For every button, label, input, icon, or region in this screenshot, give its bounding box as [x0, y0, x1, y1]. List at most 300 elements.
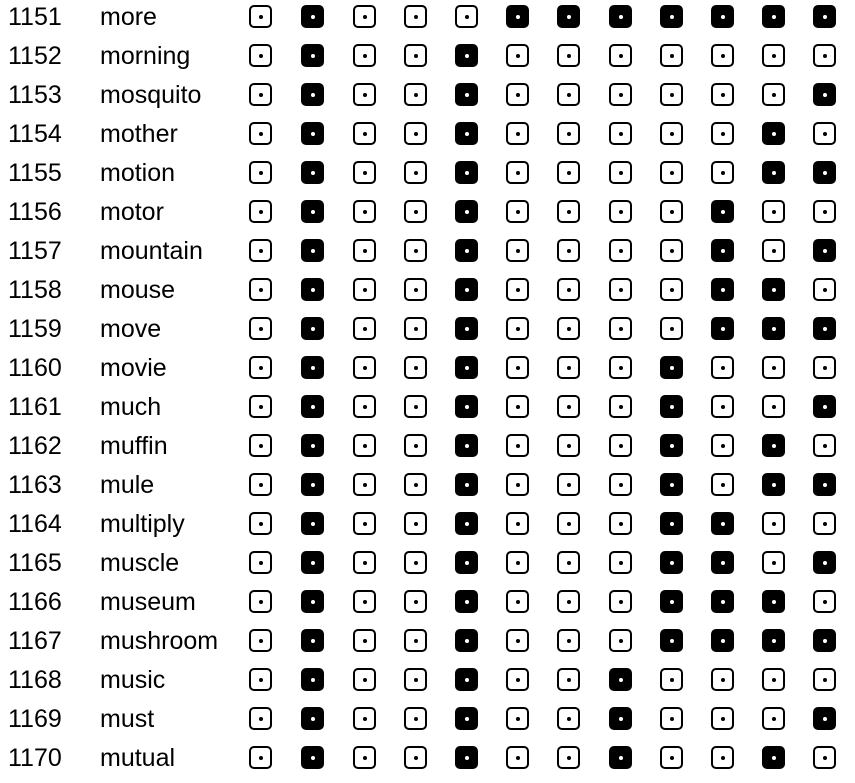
bit-empty-icon	[711, 161, 734, 184]
bit-empty-icon	[506, 122, 529, 145]
bit-filled-icon	[660, 5, 683, 28]
bit-filled-icon	[609, 707, 632, 730]
bit-empty-icon	[609, 473, 632, 496]
bit-empty-icon	[506, 707, 529, 730]
word-row	[0, 468, 855, 507]
bit-empty-icon	[455, 5, 478, 28]
word-index: 1153	[8, 81, 62, 109]
bit-empty-icon	[557, 278, 580, 301]
bit-filled-icon	[301, 395, 324, 418]
word-row	[0, 585, 855, 624]
bit-empty-icon	[404, 668, 427, 691]
bit-empty-icon	[813, 356, 836, 379]
bit-filled-icon	[813, 239, 836, 262]
bit-filled-icon	[660, 629, 683, 652]
bit-filled-icon	[762, 590, 785, 613]
word-row	[0, 507, 855, 546]
word-index: 1154	[8, 120, 62, 148]
bit-empty-icon	[404, 200, 427, 223]
word-row	[0, 429, 855, 468]
bit-filled-icon	[762, 434, 785, 457]
bit-filled-icon	[301, 5, 324, 28]
bit-filled-icon	[301, 434, 324, 457]
word-text: mushroom	[100, 627, 219, 655]
bit-empty-icon	[353, 200, 376, 223]
bit-empty-icon	[711, 707, 734, 730]
bit-empty-icon	[557, 44, 580, 67]
bit-empty-icon	[557, 551, 580, 574]
bit-filled-icon	[813, 395, 836, 418]
bit-empty-icon	[660, 317, 683, 340]
bit-filled-icon	[301, 239, 324, 262]
bit-empty-icon	[249, 668, 272, 691]
bit-filled-icon	[301, 317, 324, 340]
word-text: muscle	[100, 549, 180, 577]
bit-filled-icon	[301, 44, 324, 67]
bit-filled-icon	[301, 746, 324, 769]
word-text: mountain	[100, 237, 203, 265]
bit-empty-icon	[557, 668, 580, 691]
bit-empty-icon	[249, 317, 272, 340]
bit-empty-icon	[249, 395, 272, 418]
bit-empty-icon	[609, 161, 632, 184]
bit-empty-icon	[762, 512, 785, 535]
bit-filled-icon	[660, 590, 683, 613]
bit-empty-icon	[404, 356, 427, 379]
bit-filled-icon	[455, 83, 478, 106]
bit-empty-icon	[404, 161, 427, 184]
bit-filled-icon	[660, 395, 683, 418]
bit-filled-icon	[301, 278, 324, 301]
bit-empty-icon	[762, 356, 785, 379]
bit-empty-icon	[813, 590, 836, 613]
bit-empty-icon	[249, 590, 272, 613]
bit-empty-icon	[404, 5, 427, 28]
bit-empty-icon	[353, 161, 376, 184]
bit-empty-icon	[762, 44, 785, 67]
bit-empty-icon	[711, 44, 734, 67]
bit-filled-icon	[711, 278, 734, 301]
word-row	[0, 234, 855, 273]
bit-filled-icon	[455, 122, 478, 145]
bit-filled-icon	[660, 551, 683, 574]
word-index: 1155	[8, 159, 62, 187]
bit-filled-icon	[762, 746, 785, 769]
bit-filled-icon	[711, 551, 734, 574]
bit-empty-icon	[711, 122, 734, 145]
bit-empty-icon	[609, 122, 632, 145]
word-row	[0, 0, 855, 39]
bit-empty-icon	[609, 395, 632, 418]
word-index: 1158	[8, 276, 62, 304]
bit-empty-icon	[762, 551, 785, 574]
bit-filled-icon	[301, 356, 324, 379]
bit-empty-icon	[609, 239, 632, 262]
bit-empty-icon	[609, 512, 632, 535]
bit-empty-icon	[506, 746, 529, 769]
bit-empty-icon	[404, 707, 427, 730]
bit-filled-icon	[609, 5, 632, 28]
bit-empty-icon	[249, 200, 272, 223]
bit-empty-icon	[404, 317, 427, 340]
bit-empty-icon	[353, 512, 376, 535]
word-text: mother	[100, 120, 178, 148]
bit-empty-icon	[557, 161, 580, 184]
bit-empty-icon	[404, 278, 427, 301]
bit-filled-icon	[762, 161, 785, 184]
bit-empty-icon	[660, 746, 683, 769]
word-text: mouse	[100, 276, 176, 304]
bit-empty-icon	[762, 395, 785, 418]
bit-filled-icon	[813, 473, 836, 496]
bit-empty-icon	[660, 161, 683, 184]
bit-empty-icon	[609, 83, 632, 106]
word-text: must	[100, 705, 155, 733]
bit-empty-icon	[557, 356, 580, 379]
bit-filled-icon	[301, 590, 324, 613]
bit-filled-icon	[455, 473, 478, 496]
bit-empty-icon	[609, 629, 632, 652]
bit-filled-icon	[301, 83, 324, 106]
bit-filled-icon	[455, 161, 478, 184]
bit-filled-icon	[301, 551, 324, 574]
bit-empty-icon	[249, 707, 272, 730]
bit-filled-icon	[660, 356, 683, 379]
bit-empty-icon	[711, 395, 734, 418]
word-row	[0, 390, 855, 429]
bit-empty-icon	[506, 395, 529, 418]
bit-empty-icon	[557, 83, 580, 106]
bit-empty-icon	[404, 746, 427, 769]
bit-empty-icon	[404, 473, 427, 496]
word-index: 1159	[8, 315, 62, 343]
bit-filled-icon	[711, 512, 734, 535]
bit-empty-icon	[711, 356, 734, 379]
bit-filled-icon	[557, 5, 580, 28]
bit-filled-icon	[711, 200, 734, 223]
bit-empty-icon	[249, 83, 272, 106]
bit-empty-icon	[506, 590, 529, 613]
bit-filled-icon	[455, 707, 478, 730]
bit-filled-icon	[711, 5, 734, 28]
bit-empty-icon	[404, 395, 427, 418]
bit-empty-icon	[762, 239, 785, 262]
bit-empty-icon	[609, 200, 632, 223]
bit-empty-icon	[249, 122, 272, 145]
bit-filled-icon	[455, 278, 478, 301]
bit-empty-icon	[353, 122, 376, 145]
bit-empty-icon	[813, 122, 836, 145]
bit-filled-icon	[762, 473, 785, 496]
word-text: muffin	[100, 432, 168, 460]
bit-filled-icon	[660, 473, 683, 496]
bit-empty-icon	[506, 434, 529, 457]
bit-filled-icon	[813, 707, 836, 730]
bit-filled-icon	[813, 83, 836, 106]
word-row	[0, 273, 855, 312]
bit-filled-icon	[455, 590, 478, 613]
word-text: much	[100, 393, 162, 421]
bit-empty-icon	[353, 746, 376, 769]
bit-empty-icon	[762, 707, 785, 730]
word-row	[0, 351, 855, 390]
word-index: 1170	[8, 744, 62, 772]
word-index: 1167	[8, 627, 62, 655]
bit-filled-icon	[711, 317, 734, 340]
bit-empty-icon	[249, 629, 272, 652]
bit-filled-icon	[455, 551, 478, 574]
bit-empty-icon	[660, 122, 683, 145]
bit-empty-icon	[711, 668, 734, 691]
bit-empty-icon	[609, 317, 632, 340]
bit-empty-icon	[404, 629, 427, 652]
bit-filled-icon	[813, 317, 836, 340]
word-text: mutual	[100, 744, 176, 772]
bit-empty-icon	[249, 473, 272, 496]
bit-empty-icon	[813, 434, 836, 457]
word-row	[0, 156, 855, 195]
bit-empty-icon	[557, 122, 580, 145]
bit-empty-icon	[353, 278, 376, 301]
bit-filled-icon	[301, 161, 324, 184]
bit-filled-icon	[762, 317, 785, 340]
word-row	[0, 312, 855, 351]
word-index: 1166	[8, 588, 62, 616]
bit-empty-icon	[353, 83, 376, 106]
bit-empty-icon	[762, 83, 785, 106]
bit-empty-icon	[506, 161, 529, 184]
word-text: more	[100, 3, 157, 31]
bit-empty-icon	[249, 512, 272, 535]
bit-empty-icon	[660, 239, 683, 262]
word-text: motor	[100, 198, 164, 226]
word-row	[0, 663, 855, 702]
bit-empty-icon	[353, 590, 376, 613]
bit-empty-icon	[711, 746, 734, 769]
bit-empty-icon	[557, 590, 580, 613]
bit-empty-icon	[660, 668, 683, 691]
bit-empty-icon	[660, 278, 683, 301]
word-index: 1151	[8, 3, 62, 31]
bit-filled-icon	[660, 512, 683, 535]
bit-empty-icon	[404, 83, 427, 106]
bit-empty-icon	[506, 473, 529, 496]
bit-filled-icon	[301, 707, 324, 730]
word-text: move	[100, 315, 162, 343]
bit-empty-icon	[660, 707, 683, 730]
bit-empty-icon	[813, 44, 836, 67]
bit-filled-icon	[301, 200, 324, 223]
bit-filled-icon	[455, 395, 478, 418]
word-index: 1163	[8, 471, 62, 499]
bit-filled-icon	[455, 200, 478, 223]
bit-filled-icon	[762, 122, 785, 145]
bit-empty-icon	[353, 668, 376, 691]
bit-empty-icon	[762, 668, 785, 691]
bit-empty-icon	[353, 317, 376, 340]
bit-empty-icon	[609, 278, 632, 301]
bit-empty-icon	[404, 590, 427, 613]
bit-filled-icon	[301, 473, 324, 496]
word-text: movie	[100, 354, 167, 382]
bit-empty-icon	[249, 434, 272, 457]
bit-empty-icon	[609, 44, 632, 67]
bit-empty-icon	[353, 434, 376, 457]
bit-empty-icon	[506, 668, 529, 691]
bit-empty-icon	[249, 44, 272, 67]
bit-filled-icon	[609, 746, 632, 769]
word-index: 1165	[8, 549, 62, 577]
bit-filled-icon	[301, 122, 324, 145]
bit-empty-icon	[711, 434, 734, 457]
bit-empty-icon	[813, 512, 836, 535]
word-index: 1152	[8, 42, 62, 70]
bit-filled-icon	[813, 161, 836, 184]
bit-empty-icon	[660, 200, 683, 223]
bit-empty-icon	[404, 551, 427, 574]
bit-empty-icon	[506, 512, 529, 535]
bit-empty-icon	[353, 473, 376, 496]
bit-empty-icon	[557, 746, 580, 769]
word-text: museum	[100, 588, 196, 616]
bit-empty-icon	[557, 239, 580, 262]
bit-empty-icon	[404, 44, 427, 67]
bit-empty-icon	[249, 161, 272, 184]
word-index: 1157	[8, 237, 62, 265]
bit-empty-icon	[404, 434, 427, 457]
bit-empty-icon	[813, 278, 836, 301]
bit-empty-icon	[506, 83, 529, 106]
word-index: 1162	[8, 432, 62, 460]
bit-filled-icon	[762, 629, 785, 652]
bit-empty-icon	[249, 356, 272, 379]
bit-filled-icon	[609, 668, 632, 691]
bit-empty-icon	[353, 44, 376, 67]
word-index: 1161	[8, 393, 62, 421]
bit-empty-icon	[249, 278, 272, 301]
bit-empty-icon	[506, 317, 529, 340]
bit-filled-icon	[301, 668, 324, 691]
bit-empty-icon	[762, 200, 785, 223]
bit-filled-icon	[506, 5, 529, 28]
bit-filled-icon	[813, 551, 836, 574]
bit-empty-icon	[711, 83, 734, 106]
bit-filled-icon	[711, 629, 734, 652]
bit-empty-icon	[557, 395, 580, 418]
bit-empty-icon	[506, 200, 529, 223]
bit-filled-icon	[711, 590, 734, 613]
bit-empty-icon	[353, 356, 376, 379]
bit-empty-icon	[249, 746, 272, 769]
bit-empty-icon	[609, 434, 632, 457]
bit-empty-icon	[506, 356, 529, 379]
bit-empty-icon	[404, 122, 427, 145]
bit-filled-icon	[711, 239, 734, 262]
bit-empty-icon	[506, 44, 529, 67]
bit-empty-icon	[557, 707, 580, 730]
bit-empty-icon	[609, 356, 632, 379]
bit-filled-icon	[813, 629, 836, 652]
word-row	[0, 39, 855, 78]
bit-empty-icon	[813, 746, 836, 769]
bit-empty-icon	[249, 5, 272, 28]
word-row	[0, 741, 855, 780]
word-text: motion	[100, 159, 176, 187]
bit-filled-icon	[301, 512, 324, 535]
bit-filled-icon	[455, 44, 478, 67]
bit-empty-icon	[249, 551, 272, 574]
bit-empty-icon	[404, 512, 427, 535]
word-index: 1168	[8, 666, 62, 694]
bit-empty-icon	[660, 44, 683, 67]
word-text: multiply	[100, 510, 185, 538]
bit-filled-icon	[455, 746, 478, 769]
bit-empty-icon	[506, 239, 529, 262]
bit-empty-icon	[506, 278, 529, 301]
bit-filled-icon	[455, 668, 478, 691]
word-row	[0, 117, 855, 156]
bit-empty-icon	[353, 707, 376, 730]
bit-empty-icon	[249, 239, 272, 262]
bit-empty-icon	[557, 473, 580, 496]
word-index: 1164	[8, 510, 62, 538]
word-row	[0, 546, 855, 585]
bit-filled-icon	[455, 512, 478, 535]
bit-empty-icon	[609, 590, 632, 613]
bit-filled-icon	[762, 5, 785, 28]
bit-filled-icon	[301, 629, 324, 652]
bit-empty-icon	[506, 551, 529, 574]
bit-empty-icon	[557, 629, 580, 652]
bit-empty-icon	[609, 551, 632, 574]
bit-empty-icon	[404, 239, 427, 262]
word-index: 1160	[8, 354, 62, 382]
word-row	[0, 78, 855, 117]
bit-empty-icon	[506, 629, 529, 652]
bit-empty-icon	[353, 629, 376, 652]
bit-empty-icon	[557, 317, 580, 340]
bit-empty-icon	[353, 5, 376, 28]
bit-filled-icon	[455, 239, 478, 262]
bit-empty-icon	[711, 473, 734, 496]
word-row	[0, 624, 855, 663]
word-index: 1156	[8, 198, 62, 226]
bit-empty-icon	[557, 434, 580, 457]
bit-empty-icon	[557, 200, 580, 223]
word-text: music	[100, 666, 166, 694]
bit-empty-icon	[660, 83, 683, 106]
bit-empty-icon	[557, 512, 580, 535]
bit-empty-icon	[353, 239, 376, 262]
word-row	[0, 195, 855, 234]
bit-filled-icon	[660, 434, 683, 457]
word-text: mosquito	[100, 81, 202, 109]
bit-filled-icon	[762, 278, 785, 301]
bit-filled-icon	[455, 629, 478, 652]
word-text: morning	[100, 42, 191, 70]
word-index: 1169	[8, 705, 62, 733]
bit-empty-icon	[353, 395, 376, 418]
bit-empty-icon	[813, 668, 836, 691]
bit-empty-icon	[813, 200, 836, 223]
bit-empty-icon	[353, 551, 376, 574]
bit-filled-icon	[455, 434, 478, 457]
bit-filled-icon	[455, 317, 478, 340]
bit-filled-icon	[813, 5, 836, 28]
bit-filled-icon	[455, 356, 478, 379]
word-text: mule	[100, 471, 155, 499]
word-row	[0, 702, 855, 741]
